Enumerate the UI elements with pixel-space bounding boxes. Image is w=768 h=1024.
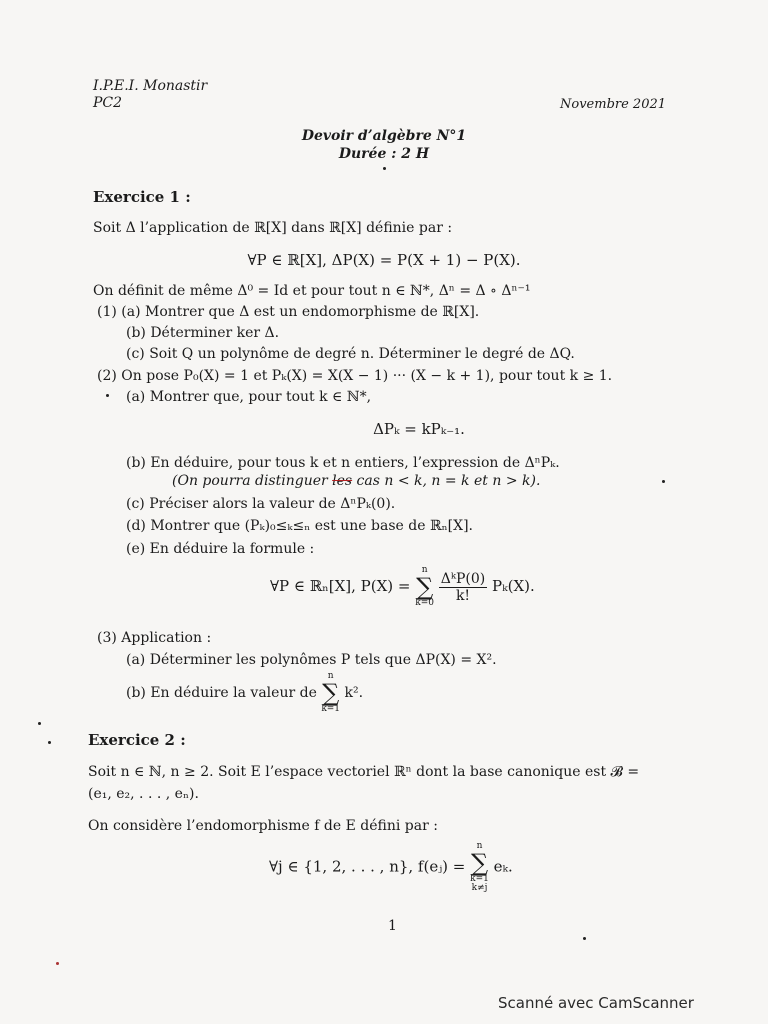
ex2-line3: On considère l’endomorphisme f de E défini par :: [88, 818, 438, 834]
ex1-q1a: (1) (a) Montrer que Δ est un endomorphisme de ℝ[X].: [97, 304, 480, 320]
scan-speck: [106, 394, 109, 397]
formula-lhs: ∀P ∈ ℝₙ[X], P(X) =: [270, 577, 411, 595]
scan-speck: [48, 741, 51, 744]
fraction: $\frac{\text{ΔᵏP(0)}}{k!}$: [440, 570, 486, 604]
sum-symbol: n ∑ k=0: [415, 565, 434, 608]
exam-date: Novembre 2021: [560, 97, 667, 112]
ex1-q2b: (b) En déduire, pour tous k et n entiers, l’expression de ΔⁿPₖ.: [126, 455, 560, 471]
ex1-iteration-def: On définit de même Δ⁰ = Id et pour tout n ∈ ℕ*, Δⁿ = Δ ∘ Δⁿ⁻¹: [93, 283, 531, 299]
institution: I.P.E.I. Monastir: [93, 78, 208, 94]
ex1-q2: (2) On pose P₀(X) = 1 et Pₖ(X) = X(X − 1) ··· (X − k + 1), pour tout k ≥ 1.: [97, 368, 613, 384]
ex1-q2a-equation: ΔPₖ = kPₖ₋₁.: [373, 420, 465, 438]
ex1-q2d: (d) Montrer que (Pₖ)₀≤ₖ≤ₙ est une base de ℝₙ[X].: [126, 518, 473, 534]
ex1-q2e: (e) En déduire la formule :: [126, 541, 315, 557]
sum-symbol: n ∑ k=1: [321, 671, 341, 714]
hint-text-start: (On pourra distinguer: [172, 473, 333, 489]
scan-speck: [583, 937, 586, 940]
ex1-q2a: (a) Montrer que, pour tout k ∈ ℕ*,: [126, 389, 372, 405]
scan-speck: [38, 722, 41, 725]
scan-speck: [662, 480, 665, 483]
ex2-line1: Soit n ∈ ℕ, n ≥ 2. Soit E l’espace vectoriel ℝⁿ dont la base canonique est 𝓑 =: [88, 764, 640, 780]
ex2-equation: [269, 842, 513, 893]
exercise-1-heading: Exercice 1 :: [93, 188, 191, 206]
ex1-q1b: (b) Déterminer ker Δ.: [126, 325, 280, 341]
ex1-q3: (3) Application :: [97, 630, 212, 646]
exam-duration: Durée : 2 H: [338, 146, 430, 162]
ex1-q2b-hint: [172, 473, 540, 489]
class-label: PC2: [93, 95, 123, 111]
ex1-definition: ∀P ∈ ℝ[X], ΔP(X) = P(X + 1) − P(X).: [247, 251, 521, 269]
page-number: 1: [388, 918, 397, 934]
ex1-q3a: (a) Déterminer les polynômes P tels que ΔP(X) = X².: [126, 652, 497, 668]
equation-rhs: eₖ.: [493, 857, 513, 876]
scan-speck: [383, 167, 386, 170]
ex1-q2c: (c) Préciser alors la valeur de ΔⁿPₖ(0).: [126, 496, 396, 512]
ex1-q3b: (b) En déduire la valeur de n ∑ k=1 k².: [126, 671, 364, 714]
scan-speck: [56, 962, 59, 965]
ex1-intro: Soit Δ l’application de ℝ[X] dans ℝ[X] définie par :: [93, 220, 453, 236]
ex1-q1c: (c) Soit Q un polynôme de degré n. Déterminer le degré de ΔQ.: [126, 346, 575, 362]
camscanner-watermark: Scanné avec CamScanner: [498, 994, 694, 1012]
ex1-q2e-formula: [270, 566, 535, 608]
exercise-2-heading: Exercice 2 :: [88, 731, 186, 749]
sum-symbol: n ∑ k=1 k≠j: [470, 841, 489, 893]
hint-text-end: cas n < k, n = k et n > k).: [352, 473, 541, 489]
formula-rhs: Pₖ(X).: [492, 577, 535, 595]
ex2-line2: (e₁, e₂, . . . , eₙ).: [88, 786, 199, 802]
hint-struck-word: les: [332, 473, 353, 489]
exam-title: Devoir d’algèbre N°1: [301, 128, 467, 144]
equation-lhs: ∀j ∈ {1, 2, . . . , n}, f(eⱼ) =: [269, 857, 466, 876]
